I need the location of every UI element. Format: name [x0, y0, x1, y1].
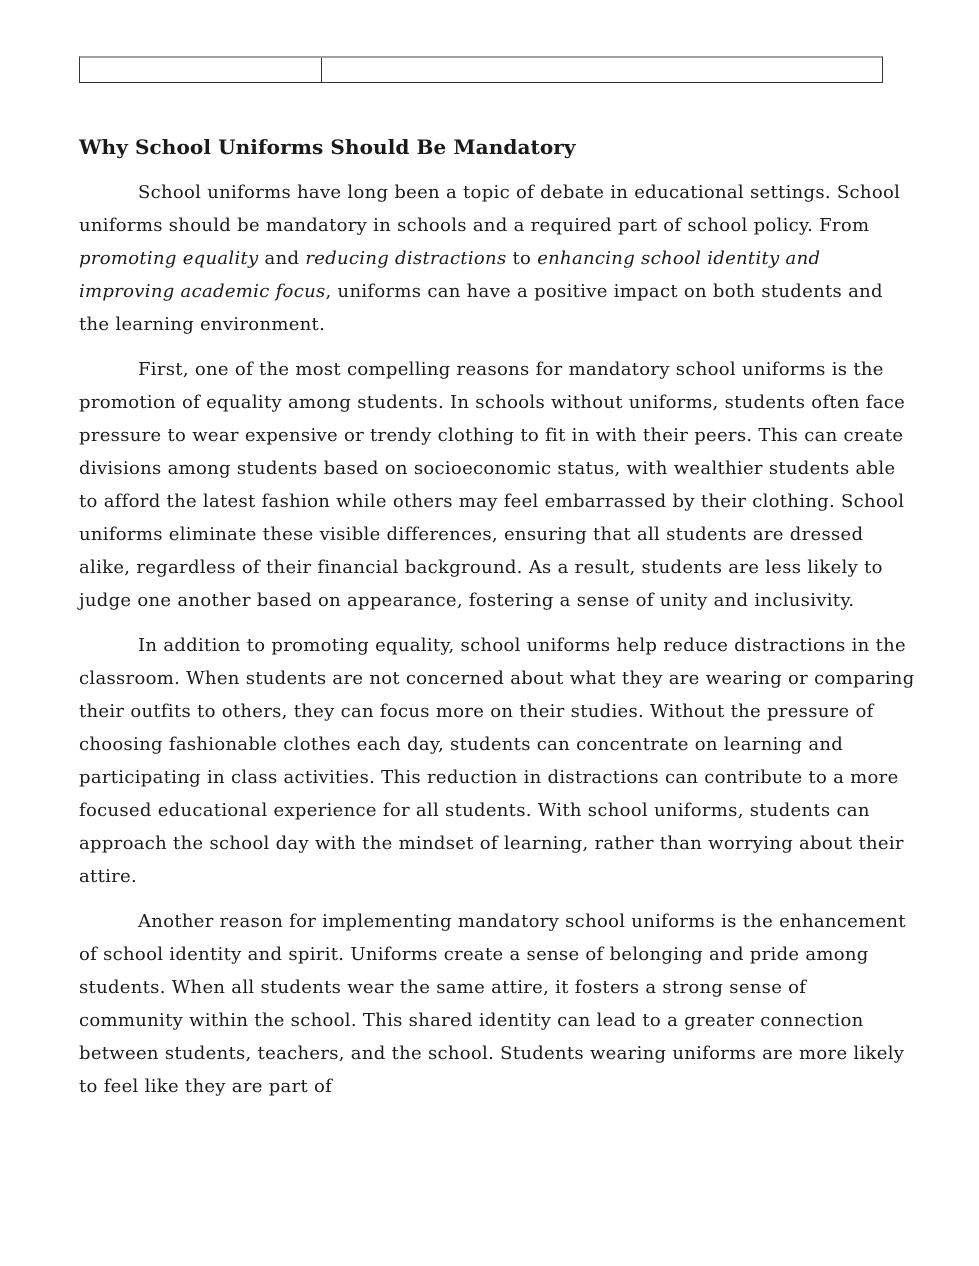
paragraph: [79, 905, 916, 1103]
text-run: and: [258, 248, 306, 269]
header-table: [79, 56, 883, 83]
text-run: Another reason for implementing mandatory school uniforms is the enhancement of school identity and spirit. Uniforms create a sense of belonging and pride among students. When all students wear the same attire, it fosters a strong sense of community within the school. This shared identity can lead to a greater connection between students, teachers, and the school. Students wearing uniforms are more likely to feel like they are part of: [79, 911, 906, 1097]
text-run: to: [506, 248, 538, 269]
text-run: In addition to promoting equality, school uniforms help reduce distractions in the classroom. When students are not concerned about what they are wearing or comparing their outfits to others, they can focus more on their studies. Without the pressure of choosing fashionable clothes each day, students can concentrate on learning and participating in class activities. This reduction in distractions can contribute to a more focused educational experience for all students. With school uniforms, students can approach the school day with the mindset of learning, rather than worrying about their attire.: [79, 635, 915, 887]
italic-text-run: promoting equality: [79, 248, 259, 269]
essay-body: [79, 176, 916, 1103]
italic-text-run: enhancing school identity and improving academic focus: [79, 248, 821, 302]
italic-text-run: reducing distractions: [305, 248, 507, 269]
paragraph: [79, 353, 916, 617]
text-run: First, one of the most compelling reasons for mandatory school uniforms is the promotion of equality among students. In schools without uniforms, students often face pressure to wear expensive or trendy clothing to fit in with their peers. This can create divisions among students based on socioeconomic status, with wealthier students able to afford the latest fashion while others may feel embarrassed by their clothing. School uniforms eliminate these visible differences, ensuring that all students are dressed alike, regardless of their financial background. As a result, students are less likely to judge one another based on appearance, fostering a sense of unity and inclusivity.: [79, 359, 906, 611]
document-title: Why School Uniforms Should Be Mandatory: [79, 135, 576, 159]
paragraph: [79, 629, 916, 893]
text-run: , uniforms can have a positive impact on both students and the learning environment.: [79, 281, 883, 335]
text-run: School uniforms have long been a topic of debate in educational settings. School uniforms should be mandatory in schools and a required part of school policy. From: [79, 182, 901, 236]
paragraph: [79, 176, 916, 341]
header-table-cell-left[interactable]: [80, 58, 322, 82]
header-table-cell-right[interactable]: [322, 58, 882, 82]
